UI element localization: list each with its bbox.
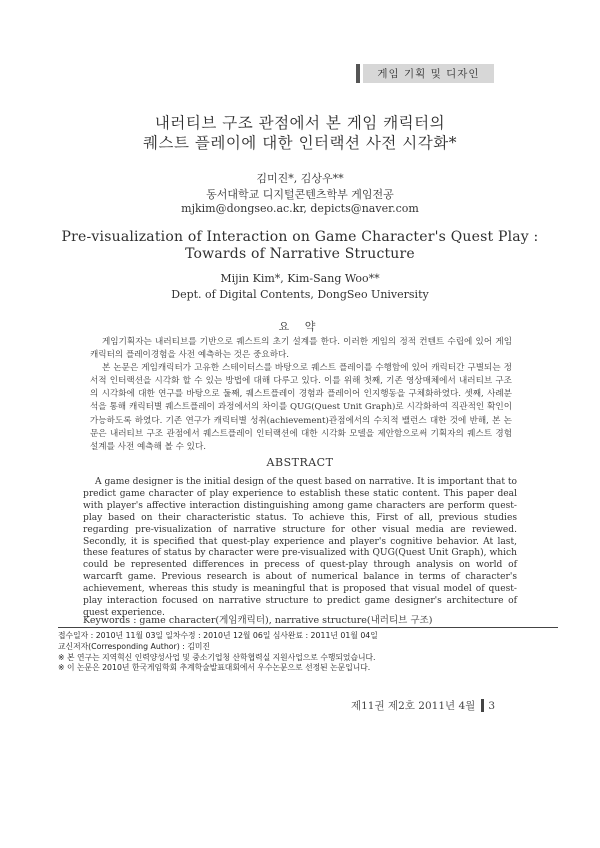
english-abstract-heading: ABSTRACT [266, 456, 334, 469]
author-emails: mjkim@dongseo.ac.kr, depicts@naver.com [181, 202, 419, 215]
english-abstract-text: A game designer is the initial design of the quest based on narrative. It is important that to predict game character of play experience to establish these static content. This paper deal with player's affective interaction distinguishing among game characters are perform quest-play based on their characteristic status. To achieve this, First of all, previous studies regarding pre-visualization of narrative structure for other visual media are reviewed. Secondly, it is specified that quest-play experience and player's cognitive behavior. At last, these features of status by character were pre-visualized with QUG(Quest Unit Graph), which could be represented differences in precess of quest-play through analysis on world of warcarft game. Previous research is about of numerical balance in terms of character's achievement, whereas this study is meaningful that is proposed that visual model of quest-play interaction focused on narrative structure to predict game designer's architecture of quest experience. [83, 477, 517, 618]
english-title-line2: Towards of Narrative Structure [185, 246, 415, 262]
korean-abstract [90, 336, 512, 454]
korean-abstract-paragraph: 게임기획자는 내러티브를 기반으로 퀘스트의 초기 설계를 한다. 이러한 게임의 정적 컨텐트 수립에 있어 게임캐릭터의 플레이경험을 사전 예측하는 것은 중요하다. [90, 337, 512, 361]
page-footer [330, 698, 495, 713]
page-number: 3 [488, 699, 495, 712]
english-affiliation: Dept. of Digital Contents, DongSeo University [171, 288, 429, 301]
award-note: ※ 이 논문은 2010년 한국게임학회 추계학술발표대회에서 우수논문으로 선정된 논문입니다. [58, 663, 371, 673]
korean-title-line1: 내러티브 구조 관점에서 본 게임 캐릭터의 [154, 114, 446, 132]
keywords: Keywords : game character(게임캐릭터), narrative structure(내러티브 구조) [83, 615, 433, 626]
english-title-line1: Pre-visualization of Interaction on Game Character's Quest Play : [61, 229, 539, 245]
english-authors: Mijin Kim*, Kim-Sang Woo** [220, 272, 380, 285]
english-abstract [83, 477, 517, 620]
notes-divider [58, 627, 558, 628]
section-tag-bar [356, 64, 360, 83]
corresponding-author-note: 교신저자(Corresponding Author) : 김미진 [58, 641, 210, 651]
korean-abstract-paragraph: 본 논문은 게임캐릭터가 고유한 스테이터스를 바탕으로 퀘스트 플레이를 수행함에 있어 캐릭터간 구별되는 정서적 인터랙션을 시각화 할 수 있는 방법에 대해 다루고 있다. 이를 위해 첫째, 기존 영상매체에서 내러티브 구조의 시각화에 대한 연구를 바탕으로 둘째, 퀘스트플레이 경험과 플레이어 인지행동을 구체화하였다. 셋째, 사례분석을 통해 캐릭터별 퀘스트플레이 과정에서의 차이를 QUG(Quest Unit Graph)로 시각화하여 직관적인 확인이 가능하도록 하였다. 기존 연구가 캐릭터별 성취(achievement)관점에서의 수치적 밸런스 대한 것에 반해, 본 논문은 내러티브 구조 관점에서 퀘스트플레이 인터랙션에 대한 시각화 모델을 제안함으로써 기획자의 퀘스트 경험설계를 사전 예측해 볼 수 있다. [90, 363, 512, 452]
journal-volume: 제11권 제2호 2011년 4월 [350, 700, 476, 712]
section-tag-label: 게임 기획 및 디자인 [363, 64, 494, 83]
dates-note: 접수일자 : 2010년 11월 03일 일차수정 : 2010년 12월 06일 심사완료 : 2011년 01월 04일 [58, 631, 378, 640]
funding-note: ※ 본 연구는 지역혁신 인력양성사업 및 중소기업청 산학협력실 지원사업으로 수행되었습니다. [58, 652, 376, 662]
footer-divider [481, 699, 484, 712]
section-tag [356, 64, 494, 83]
korean-affiliation: 동서대학교 디지털콘텐츠학부 게임전공 [206, 188, 394, 201]
korean-abstract-heading: 요 약 [278, 320, 322, 333]
korean-authors: 김미진*, 김상우** [256, 172, 344, 185]
korean-title-line2: 퀘스트 플레이에 대한 인터랙션 사전 시각화* [143, 134, 457, 152]
publication-notes [58, 631, 558, 674]
